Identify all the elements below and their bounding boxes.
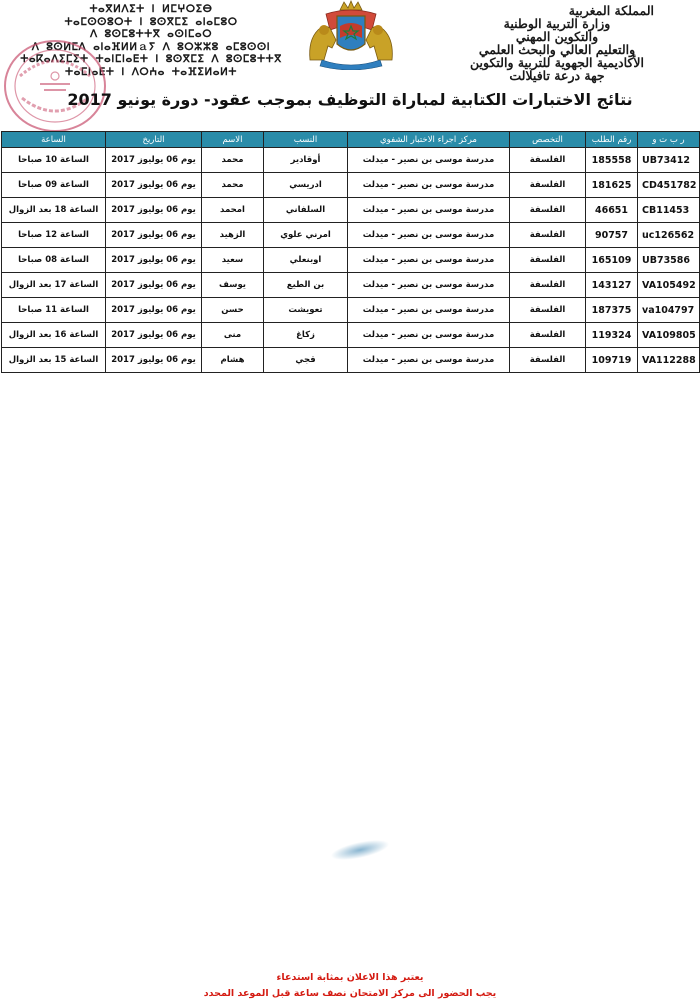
results-table [1, 131, 700, 373]
footer-line: يجب الحضور الى مركز الامتحان نصف ساعة قبل الموعد المحدد [203, 988, 497, 999]
table-cell: مدرسة موسى بن نصير - ميدلت [348, 223, 510, 248]
arabic-line: المملكة المغربية [568, 3, 654, 18]
arabic-line: والتعليم العالي والبحث العلمي [478, 42, 636, 57]
table-cell: يوم 06 يوليوز 2017 [106, 248, 202, 273]
table-cell: CD451782 [638, 173, 700, 198]
arabic-line: وزارة التربية الوطنية [503, 16, 611, 31]
footer-note [0, 970, 700, 1002]
table-cell: منى [202, 323, 264, 348]
table-row [2, 148, 700, 173]
table-cell: الساعة 12 صباحا [2, 223, 106, 248]
table-cell: الزهيد [202, 223, 264, 248]
table-cell: محمد [202, 173, 264, 198]
table-row [2, 248, 700, 273]
arabic-header [432, 4, 682, 82]
column-header: مركز اجراء الاختبار الشفوي [348, 132, 510, 148]
ink-smudge [329, 836, 391, 864]
table-cell: بن الطيع [264, 273, 348, 298]
table-cell: مدرسة موسى بن نصير - ميدلت [348, 348, 510, 373]
table-cell: يوم 06 يوليوز 2017 [106, 273, 202, 298]
column-header: الساعة [2, 132, 106, 148]
table-cell: الفلسفة [510, 148, 586, 173]
table-cell: 187375 [586, 298, 638, 323]
column-header: النسب [264, 132, 348, 148]
table-cell: الفلسفة [510, 348, 586, 373]
table-cell: 181625 [586, 173, 638, 198]
table-cell: يوم 06 يوليوز 2017 [106, 148, 202, 173]
tifinagh-line: ⵜⴰⵎⵏⴰⴹⵜ ⵏ ⴷⵔⵄⴰ ⵜⴰⴼⵉⵍⴰⵍⵜ [65, 65, 237, 78]
table-cell: زكاغ [264, 323, 348, 348]
table-cell: UB73586 [638, 248, 700, 273]
table-cell: UB73412 [638, 148, 700, 173]
official-stamp [0, 36, 110, 136]
table-cell: مدرسة موسى بن نصير - ميدلت [348, 198, 510, 223]
arabic-line: جهة درعة تافيلالت [509, 68, 605, 83]
table-row [2, 173, 700, 198]
tifinagh-line: ⵜⴰⴳⵍⴷⵉⵜ ⵏ ⵍⵎⵖⵔⵉⴱ [89, 3, 213, 15]
arabic-line: الأكاديمية الجهوية للتربية والتكوين [470, 55, 644, 70]
table-cell: 185558 [586, 148, 638, 173]
table-cell: مدرسة موسى بن نصير - ميدلت [348, 173, 510, 198]
table-cell: محمد [202, 148, 264, 173]
table-cell: أوقادير [264, 148, 348, 173]
table-cell: الفلسفة [510, 323, 586, 348]
coat-of-arms-emblem [302, 0, 400, 70]
table-cell: الساعة 18 بعد الزوال [2, 198, 106, 223]
table-cell: CB11453 [638, 198, 700, 223]
table-cell: الساعة 16 بعد الزوال [2, 323, 106, 348]
table-cell: مدرسة موسى بن نصير - ميدلت [348, 248, 510, 273]
table-cell: الفلسفة [510, 198, 586, 223]
table-cell: 143127 [586, 273, 638, 298]
table-cell: قجي [264, 348, 348, 373]
column-header: التخصص [510, 132, 586, 148]
table-cell: 90757 [586, 223, 638, 248]
arabic-line: والتكوين المهني [515, 29, 599, 44]
table-cell: 165109 [586, 248, 638, 273]
table-cell: الفلسفة [510, 223, 586, 248]
table-row [2, 348, 700, 373]
table-cell: امرني علوي [264, 223, 348, 248]
table-cell: الفلسفة [510, 298, 586, 323]
table-cell: الفلسفة [510, 173, 586, 198]
table-cell: الساعة 17 بعد الزوال [2, 273, 106, 298]
table-cell: الساعة 15 بعد الزوال [2, 348, 106, 373]
table-cell: va104797 [638, 298, 700, 323]
table-cell: مدرسة موسى بن نصير - ميدلت [348, 273, 510, 298]
table-cell: يوم 06 يوليوز 2017 [106, 173, 202, 198]
tifinagh-line: ⴷ ⵓⵙⵎⵓⵜⵜⴳ ⴰⵙⵏⵎⴰⵔ [89, 28, 213, 40]
column-header: رقم الطلب [586, 132, 638, 148]
table-cell: الساعة 08 صباحا [2, 248, 106, 273]
page-title: نتائج الاختبارات الكتابية لمباراة التوظيف بموجب عقود- دورة يونيو 2017 [67, 90, 633, 109]
table-cell: مدرسة موسى بن نصير - ميدلت [348, 323, 510, 348]
table-row [2, 323, 700, 348]
column-header: التاريخ [106, 132, 202, 148]
table-cell: uc126562 [638, 223, 700, 248]
tifinagh-line: ⴷ ⵓⵙⵍⵎⴷ ⴰⵏⴰⴼⵍⵍａⵢ ⴷ ⵓⵔⵣⵣⵓ ⴰⵎⵓⵙⵙⵏ [31, 40, 271, 53]
table-cell: VA112288 [638, 348, 700, 373]
table-row [2, 198, 700, 223]
table-cell: يوم 06 يوليوز 2017 [106, 223, 202, 248]
table-cell: VA105492 [638, 273, 700, 298]
table-cell: VA109805 [638, 323, 700, 348]
table-cell: يوم 06 يوليوز 2017 [106, 348, 202, 373]
table-cell: سعيد [202, 248, 264, 273]
table-cell: ادريسي [264, 173, 348, 198]
table-cell: 119324 [586, 323, 638, 348]
tifinagh-line: ⵜⴰⴽⴰⴷⵉⵎⵉⵜ ⵜⴰⵏⵎⵏⴰⴹⵜ ⵏ ⵓⵙⴳⵎⵉ ⴷ ⵓⵙⵎⵓⵜⵜⴳ [20, 53, 282, 65]
table-row [2, 273, 700, 298]
table-cell: 46651 [586, 198, 638, 223]
table-cell: الفلسفة [510, 273, 586, 298]
table-cell: هشام [202, 348, 264, 373]
column-header: الاسم [202, 132, 264, 148]
table-cell: يوم 06 يوليوز 2017 [106, 323, 202, 348]
table-header-row [2, 132, 700, 148]
tifinagh-line: ⵜⴰⵎⵙⵙⵓⵔⵜ ⵏ ⵓⵙⴳⵎⵉ ⴰⵏⴰⵎⵓⵔ [64, 15, 238, 28]
table-cell: الساعة 11 صباحا [2, 298, 106, 323]
table-cell: يوسف [202, 273, 264, 298]
table-cell: حسن [202, 298, 264, 323]
table-cell: 109719 [586, 348, 638, 373]
table-cell: اوبنعلي [264, 248, 348, 273]
table-cell: السلفاني [264, 198, 348, 223]
column-header: ر ب ت و [638, 132, 700, 148]
table-cell: يوم 06 يوليوز 2017 [106, 298, 202, 323]
footer-line: يعتبر هذا الاعلان بمثابة استدعاء [276, 972, 424, 983]
table-cell: تعويشت [264, 298, 348, 323]
table-cell: الساعة 09 صباحا [2, 173, 106, 198]
table-cell: مدرسة موسى بن نصير - ميدلت [348, 298, 510, 323]
table-cell: الساعة 10 صباحا [2, 148, 106, 173]
table-cell: يوم 06 يوليوز 2017 [106, 198, 202, 223]
table-row [2, 298, 700, 323]
table-cell: امحمد [202, 198, 264, 223]
table-cell: الفلسفة [510, 248, 586, 273]
table-cell: مدرسة موسى بن نصير - ميدلت [348, 148, 510, 173]
table-row [2, 223, 700, 248]
